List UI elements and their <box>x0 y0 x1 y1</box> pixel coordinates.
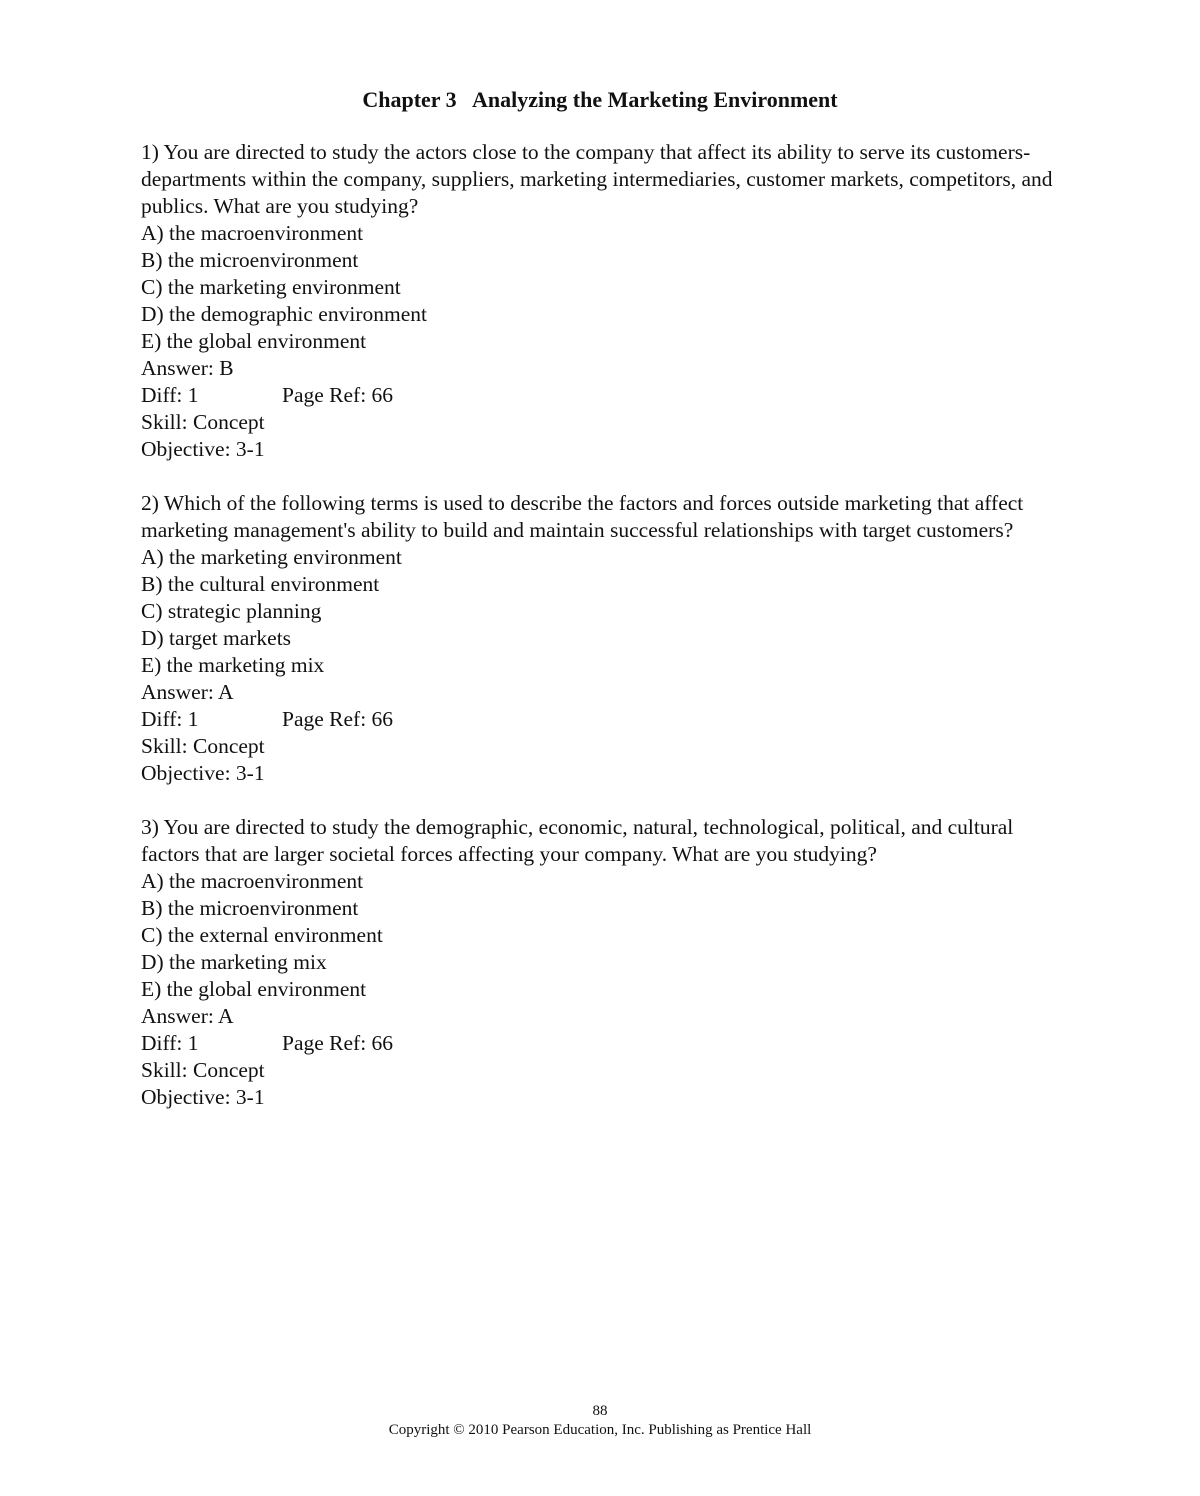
option-d: D) the marketing mix <box>141 950 327 974</box>
question-number: 3) <box>141 815 159 839</box>
difficulty: Diff: 1 <box>141 1031 199 1055</box>
question-list <box>141 139 1061 1138</box>
difficulty: Diff: 1 <box>141 707 199 731</box>
diff-page-ref-row <box>141 1030 1061 1057</box>
answer: Answer: B <box>141 356 234 380</box>
option-e: E) the marketing mix <box>141 653 325 677</box>
option-c: C) the marketing environment <box>141 275 401 299</box>
page-number: 88 <box>592 1403 608 1419</box>
option-c: C) the external environment <box>141 923 383 947</box>
question-body: You are directed to study the actors close to the company that affect its ability to serve its customers-departments within the company, suppliers, marketing intermediaries, customer markets, competitors, and publics. What are you studying? <box>141 140 1053 218</box>
skill: Skill: Concept <box>141 734 265 758</box>
option-c: C) strategic planning <box>141 599 322 623</box>
objective: Objective: 3-1 <box>141 761 265 785</box>
copyright-notice: Copyright © 2010 Pearson Education, Inc. Publishing as Prentice Hall <box>388 1422 812 1438</box>
question-3 <box>141 814 1061 1111</box>
option-b: B) the cultural environment <box>141 572 380 596</box>
diff-page-ref-row <box>141 382 1061 409</box>
question-3-text <box>141 814 1061 868</box>
skill: Skill: Concept <box>141 1058 265 1082</box>
answer: Answer: A <box>141 680 234 704</box>
page-ref: Page Ref: 66 <box>282 1031 394 1055</box>
objective: Objective: 3-1 <box>141 1085 265 1109</box>
option-d: D) target markets <box>141 626 292 650</box>
option-a: A) the macroenvironment <box>141 221 364 245</box>
skill: Skill: Concept <box>141 410 265 434</box>
question-2 <box>141 490 1061 787</box>
question-1-text <box>141 139 1061 220</box>
question-number: 2) <box>141 491 159 515</box>
option-d: D) the demographic environment <box>141 302 427 326</box>
answer: Answer: A <box>141 1004 234 1028</box>
option-b: B) the microenvironment <box>141 248 359 272</box>
option-e: E) the global environment <box>141 977 367 1001</box>
option-b: B) the microenvironment <box>141 896 359 920</box>
question-number: 1) <box>141 140 159 164</box>
option-a: A) the marketing environment <box>141 545 402 569</box>
question-body: Which of the following terms is used to describe the factors and forces outside marketing that affect marketing management's ability to build and maintain successful relationships with target customers? <box>141 491 1024 542</box>
page-ref: Page Ref: 66 <box>282 383 394 407</box>
question-2-text <box>141 490 1061 544</box>
diff-page-ref-row <box>141 706 1061 733</box>
option-e: E) the global environment <box>141 329 367 353</box>
question-1 <box>141 139 1061 463</box>
question-body: You are directed to study the demographic, economic, natural, technological, political, and cultural factors that are larger societal forces affecting your company. What are you studying? <box>141 815 1014 866</box>
page-ref: Page Ref: 66 <box>282 707 394 731</box>
option-a: A) the macroenvironment <box>141 869 364 893</box>
difficulty: Diff: 1 <box>141 383 199 407</box>
objective: Objective: 3-1 <box>141 437 265 461</box>
chapter-title: Chapter 3 Analyzing the Marketing Environment <box>362 87 838 112</box>
